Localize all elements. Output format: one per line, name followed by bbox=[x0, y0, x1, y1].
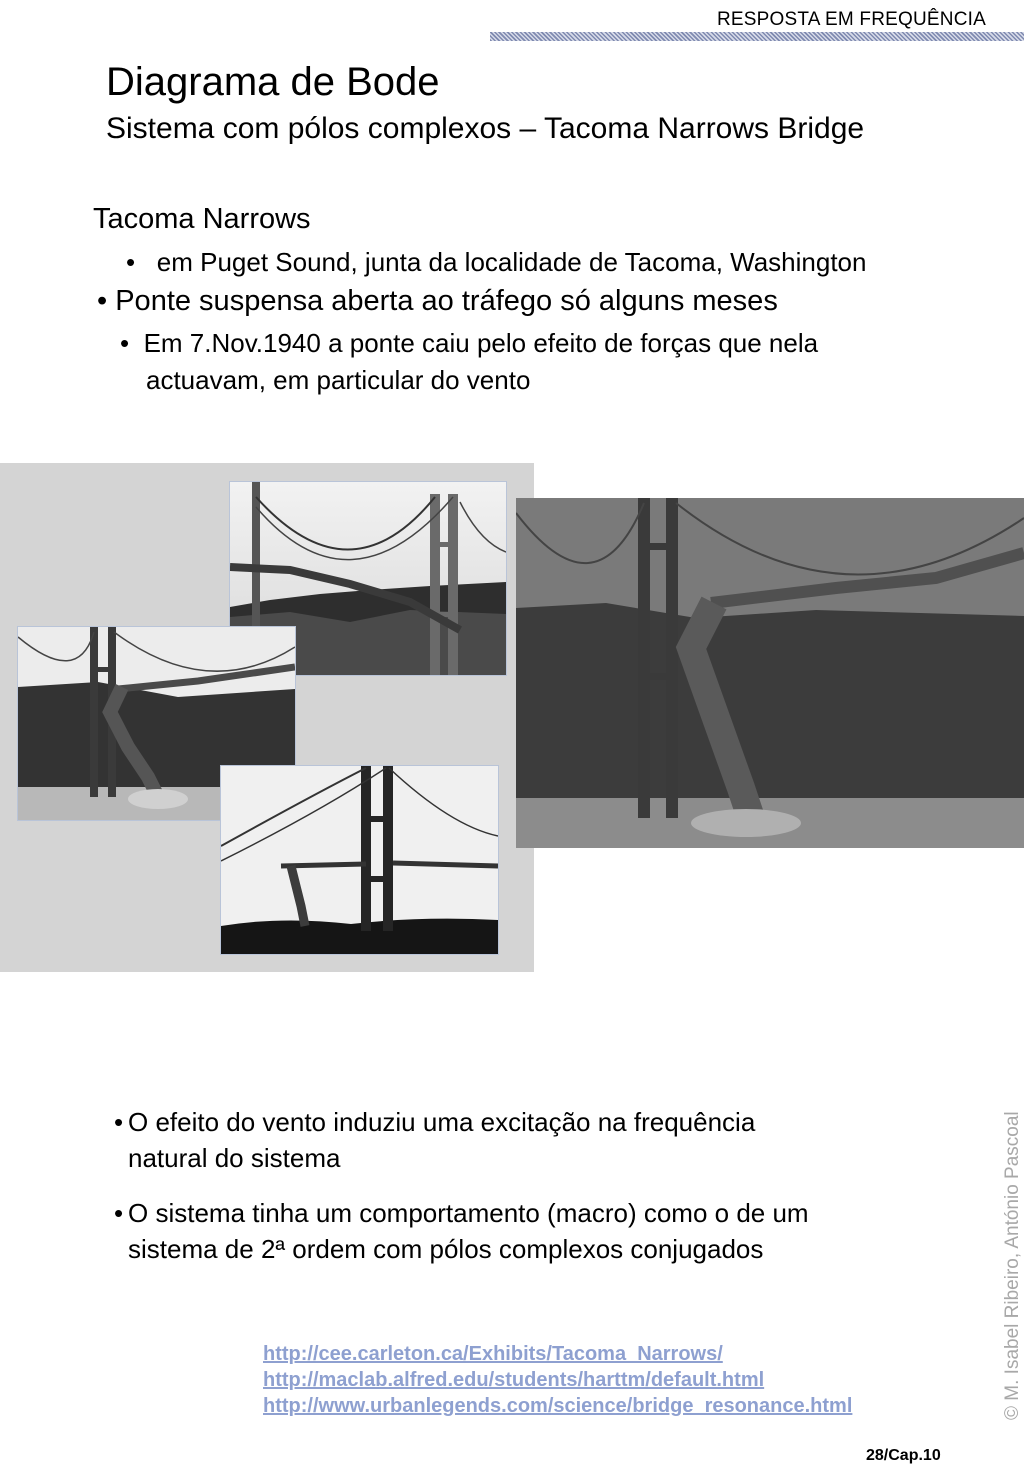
intro-bullet-location bbox=[126, 247, 866, 278]
intro-bullet-collapse bbox=[120, 325, 960, 399]
link-carleton[interactable]: http://cee.carleton.ca/Exhibits/Tacoma_Narrows/ bbox=[263, 1343, 723, 1365]
bullet-symbol: • bbox=[97, 285, 108, 317]
conclusion-line1: O sistema tinha um comportamento (macro) como o de um bbox=[128, 1198, 809, 1228]
bullet-symbol: • bbox=[126, 247, 136, 277]
intro-bullet-bridge bbox=[97, 285, 778, 318]
bullet-symbol: • bbox=[114, 1107, 124, 1137]
header-decorative-bar bbox=[490, 32, 1024, 41]
reference-links bbox=[263, 1341, 852, 1419]
bullet-text: em Puget Sound, junta da localidade de Tacoma, Washington bbox=[156, 247, 867, 277]
bridge-collapse-large-photo bbox=[516, 498, 1024, 848]
bullet-text-line1: Em 7.Nov.1940 a ponte caiu pelo efeito de forças que nela bbox=[143, 328, 819, 358]
link-alfred[interactable]: http://maclab.alfred.edu/students/harttm/default.html bbox=[263, 1369, 765, 1391]
conclusion-line1: O efeito do vento induziu uma excitação na frequência bbox=[128, 1107, 756, 1137]
page-number: 28/Cap.10 bbox=[866, 1447, 941, 1464]
link-urbanlegends[interactable]: http://www.urbanlegends.com/science/bridge_resonance.html bbox=[263, 1395, 853, 1417]
slide-title: Diagrama de Bode bbox=[106, 60, 440, 104]
intro-heading: Tacoma Narrows bbox=[93, 203, 311, 235]
conclusion-point-excitation bbox=[114, 1104, 888, 1176]
conclusion-line2: sistema de 2ª ordem com pólos complexos conjugados bbox=[128, 1234, 764, 1264]
bullet-text-line2: actuavam, em particular do vento bbox=[146, 365, 531, 395]
section-label: RESPOSTA EM FREQUÊNCIA bbox=[716, 9, 986, 30]
copyright-notice: © M. Isabel Ribeiro, António Pascoal bbox=[1002, 1111, 1023, 1420]
slide-subtitle: Sistema com pólos complexos – Tacoma Narrows Bridge bbox=[106, 112, 865, 145]
conclusion-point-second-order bbox=[114, 1195, 948, 1267]
bullet-symbol: • bbox=[114, 1198, 124, 1228]
bullet-text: Ponte suspensa aberta ao tráfego só alguns meses bbox=[115, 285, 778, 317]
bullet-symbol: • bbox=[120, 328, 130, 358]
conclusion-line2: natural do sistema bbox=[128, 1143, 341, 1173]
bridge-collapsed-photo bbox=[220, 765, 499, 955]
